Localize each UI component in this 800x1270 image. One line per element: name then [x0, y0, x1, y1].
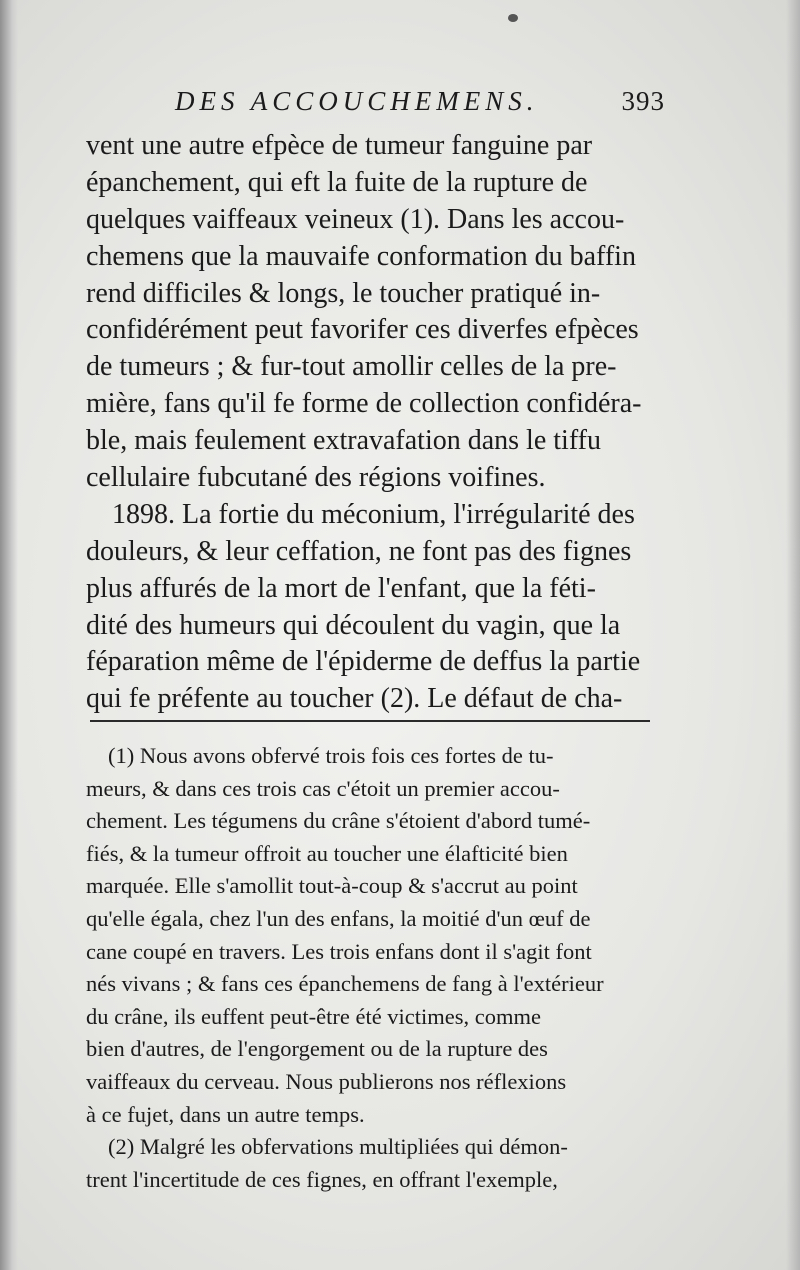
footnotes — [86, 740, 654, 1196]
page-number: 393 — [621, 86, 665, 116]
page-edge-shadow-right — [786, 0, 800, 1270]
footnote-line: bien d'autres, de l'engorgement ou de la rupture des — [86, 1036, 548, 1062]
footnote-line: (1) Nous avons obfervé trois fois ces fortes de tu- — [108, 743, 554, 768]
text-line: mière, fans qu'il fe forme de collection confidéra- — [86, 388, 642, 420]
footnote-line: (2) Malgré les obfervations multipliées qui démon- — [108, 1134, 568, 1160]
text-line: qui fe préfente au toucher (2). Le défaut de cha- — [86, 683, 623, 715]
ink-blot — [508, 14, 518, 22]
page-edge-shadow-left — [0, 0, 18, 1270]
text-line: quelques vaiffeaux veineux (1). Dans les accou- — [86, 203, 625, 235]
text-line: féparation même de l'épiderme de deffus la partie — [86, 646, 641, 678]
footnote-line: vaiffeaux du cerveau. Nous publierons nos réflexions — [86, 1068, 567, 1094]
text-line: confidérément peut favorifer ces diverfes efpèces — [86, 314, 639, 346]
text-line: dité des humeurs qui découlent du vagin, que la — [86, 609, 621, 641]
text-line: chemens que la mauvaife conformation du baffin — [86, 240, 636, 272]
footnote-line: trent l'incertitude de ces fignes, en offrant l'exemple, — [86, 1166, 558, 1192]
text-line: cellulaire fubcutané des régions voifines. — [86, 462, 546, 494]
footnote-line: meurs, & dans ces trois cas c'étoit un premier accou- — [86, 775, 560, 801]
footnote-separator — [90, 720, 650, 722]
footnote-line: fiés, & la tumeur offroit au toucher une élafticité bien — [86, 840, 568, 866]
text-line: de tumeurs ; & fur-tout amollir celles de la pre- — [86, 351, 617, 383]
text-line: douleurs, & leur ceffation, ne font pas des fignes — [86, 535, 632, 567]
text-line: vent une autre efpèce de tumeur fanguine par — [86, 130, 593, 161]
footnote-line: qu'elle égala, chez l'un des enfans, la moitié d'un œuf de — [86, 905, 591, 931]
footnote-line: du crâne, ils euffent peut-être été victimes, comme — [86, 1003, 542, 1029]
footnote-line: cane coupé en travers. Les trois enfans dont il s'agit font — [86, 938, 592, 964]
text-line: épanchement, qui eft la fuite de la rupture de — [86, 166, 588, 198]
text-line: rend difficiles & longs, le toucher pratiqué in- — [86, 277, 601, 309]
text-line: 1898. La fortie du méconium, l'irrégularité des — [112, 498, 635, 530]
running-head — [175, 86, 665, 126]
footnote-line: chement. Les tégumens du crâne s'étoient d'abord tumé- — [86, 808, 591, 834]
running-title: DES ACCOUCHEMENS. — [175, 86, 539, 116]
footnote-line: à ce fujet, dans un autre temps. — [86, 1101, 365, 1127]
text-line: ble, mais feulement extravafation dans le tiffu — [86, 425, 601, 457]
footnote-line: marquée. Elle s'amollit tout-à-coup & s'accrut au point — [86, 873, 578, 899]
main-text — [86, 128, 652, 718]
footnote-line: nés vivans ; & fans ces épanchemens de fang à l'extérieur — [86, 971, 604, 997]
text-line: plus affurés de la mort de l'enfant, que la féti- — [86, 572, 596, 604]
